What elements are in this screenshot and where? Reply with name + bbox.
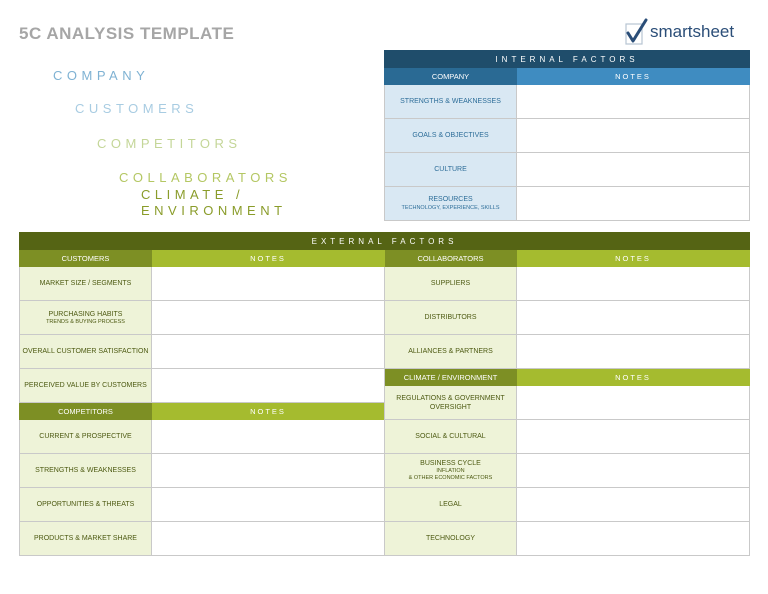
climate-header: CLIMATE / ENVIRONMENT [385,369,517,386]
competitors-header: COMPETITORS [20,403,152,420]
customers-row-label: OVERALL CUSTOMER SATISFACTION [20,335,152,369]
customers-notes-cell[interactable] [152,267,385,301]
factor-label-company: COMPANY [53,68,150,83]
customers-row-label: PERCEIVED VALUE BY CUSTOMERS [20,369,152,403]
factor-label-collaborators: COLLABORATORS [119,170,292,185]
internal-header-company: COMPANY [385,68,517,85]
customers-row-label: MARKET SIZE / SEGMENTS [20,267,152,301]
competitors-notes-cell[interactable] [152,488,385,522]
climate-row-label: TECHNOLOGY [385,522,517,556]
internal-factors-table [384,50,750,221]
external-factors-title: EXTERNAL FACTORS [20,233,750,250]
customers-header: CUSTOMERS [20,250,152,267]
collaborators-notes-cell[interactable] [517,267,750,301]
competitors-notes-header: NOTES [152,403,385,420]
internal-header-notes: NOTES [517,68,750,85]
competitors-row-label: CURRENT & PROSPECTIVE [20,420,152,454]
competitors-row-label: STRENGTHS & WEAKNESSES [20,454,152,488]
collaborators-row-label: DISTRIBUTORS [385,301,517,335]
competitors-notes-cell[interactable] [152,420,385,454]
logo-wordmark: smartsheet [650,22,735,41]
customers-notes-cell[interactable] [152,335,385,369]
customers-notes-header: NOTES [152,250,385,267]
factor-label-climate: CLIMATE / ENVIRONMENT [141,187,287,218]
internal-factors-title: INTERNAL FACTORS [385,51,750,68]
collaborators-notes-cell[interactable] [517,335,750,369]
climate-notes-cell[interactable] [517,488,750,522]
climate-notes-cell[interactable] [517,420,750,454]
competitors-row-label: OPPORTUNITIES & THREATS [20,488,152,522]
collaborators-notes-cell[interactable] [517,301,750,335]
collaborators-row-label: ALLIANCES & PARTNERS [385,335,517,369]
factor-label-competitors: COMPETITORS [97,136,242,151]
customers-notes-cell[interactable] [152,301,385,335]
collaborators-header: COLLABORATORS [385,250,517,267]
collaborators-notes-header: NOTES [517,250,750,267]
internal-notes-cell[interactable] [517,153,750,187]
page-title: 5C ANALYSIS TEMPLATE [19,24,235,43]
climate-notes-header: NOTES [517,369,750,386]
customers-notes-cell[interactable] [152,369,385,403]
climate-notes-cell[interactable] [517,386,750,420]
internal-row-label: CULTURE [385,153,517,187]
climate-row-sublabel: INFLATION & OTHER ECONOMIC FACTORS [408,468,493,481]
climate-row-label: LEGAL [385,488,517,522]
competitors-notes-cell[interactable] [152,522,385,556]
checkmark-logo-icon [624,18,648,46]
customers-row-label: PURCHASING HABITS TRENDS & BUYING PROCESS [20,301,152,335]
internal-row-label: GOALS & OBJECTIVES [385,119,517,153]
competitors-row-label: PRODUCTS & MARKET SHARE [20,522,152,556]
collaborators-row-label: SUPPLIERS [385,267,517,301]
external-factors-table [19,232,750,556]
internal-row-label: RESOURCES TECHNOLOGY, EXPERIENCE, SKILLS [385,187,517,221]
climate-notes-cell[interactable] [517,522,750,556]
internal-notes-cell[interactable] [517,85,750,119]
climate-notes-cell[interactable] [517,454,750,488]
climate-row-label: REGULATIONS & GOVERNMENT OVERSIGHT [385,386,517,420]
competitors-notes-cell[interactable] [152,454,385,488]
factor-label-customers: CUSTOMERS [75,101,199,116]
internal-notes-cell[interactable] [517,119,750,153]
climate-row-label: BUSINESS CYCLE INFLATION & OTHER ECONOMIC FACTORS [385,454,517,488]
internal-row-sublabel: TECHNOLOGY, EXPERIENCE, SKILLS [401,204,500,211]
internal-row-label: STRENGTHS & WEAKNESSES [385,85,517,119]
smartsheet-logo [624,18,734,46]
climate-row-label: SOCIAL & CULTURAL [385,420,517,454]
internal-notes-cell[interactable] [517,187,750,221]
customers-row-sublabel: TRENDS & BUYING PROCESS [46,318,125,325]
